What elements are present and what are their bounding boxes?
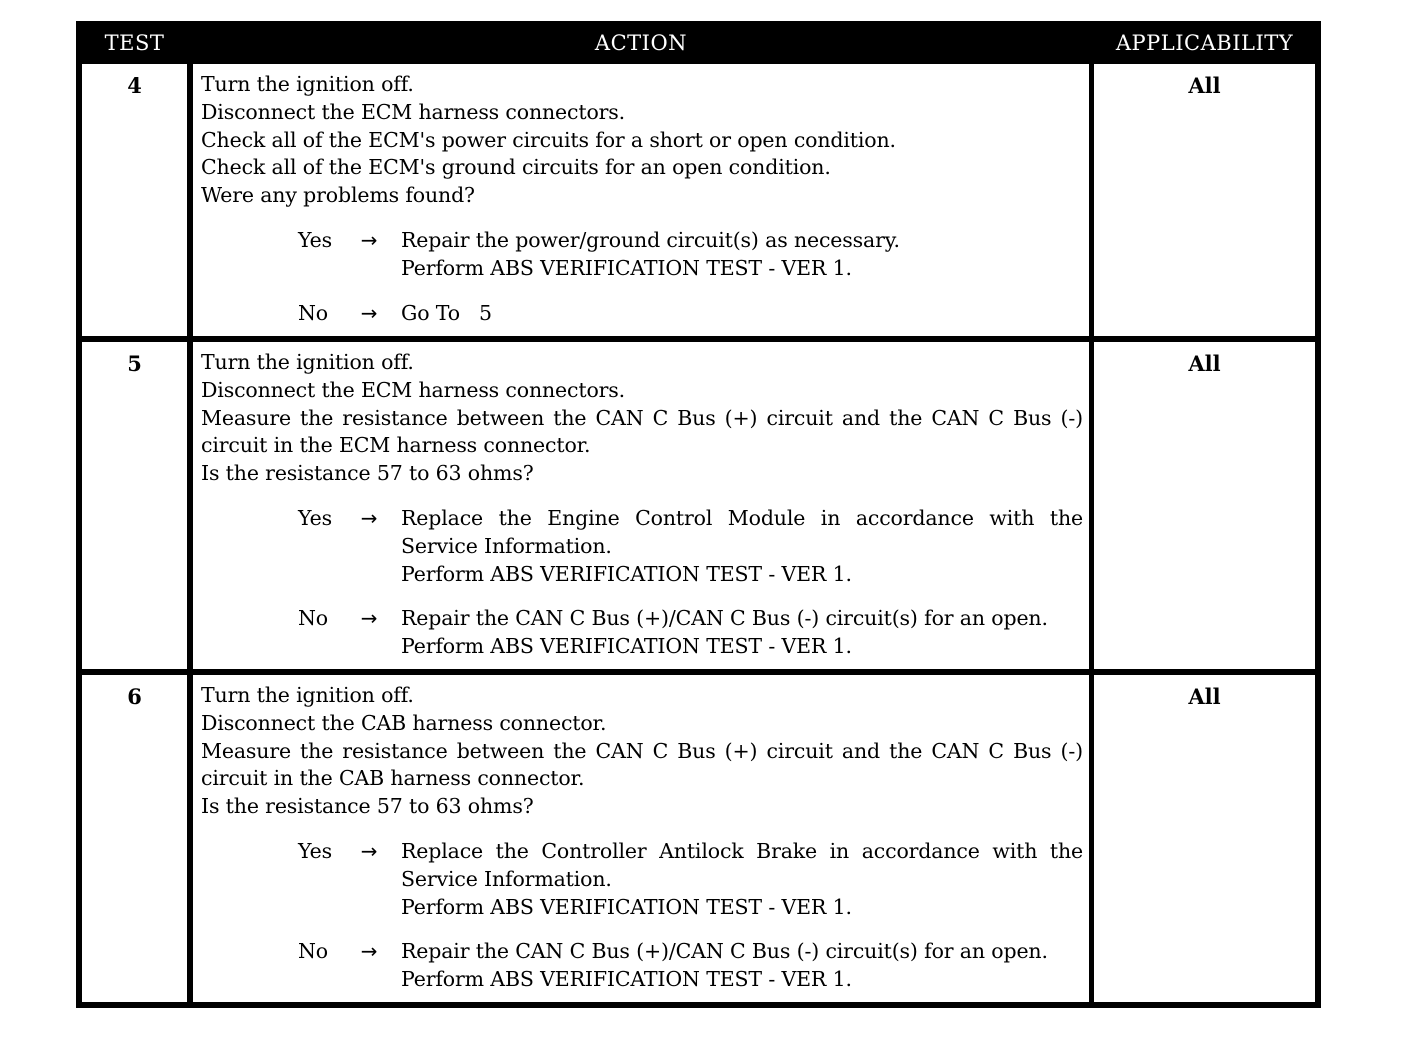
action-cell	[193, 342, 1089, 669]
header-applicability: APPLICABILITY	[1115, 31, 1294, 55]
action-step: Is the resistance 57 to 63 ohms?	[201, 794, 534, 819]
action-step: Disconnect the CAB harness connector.	[201, 710, 607, 735]
test-number-cell	[82, 342, 187, 669]
action-step: Were any problems found?	[201, 183, 475, 208]
header-action: ACTION	[594, 31, 688, 55]
right-arrow-icon: →	[360, 300, 378, 325]
outcome-text: Perform ABS VERIFICATION TEST - VER 1.	[401, 634, 852, 659]
no-outcome	[201, 938, 1083, 994]
applicability-cell	[1094, 342, 1315, 669]
applicability-cell	[1094, 64, 1315, 336]
outcome-text: Perform ABS VERIFICATION TEST - VER 1.	[401, 894, 852, 919]
header-test: TEST	[104, 31, 165, 55]
outcome-text: Repair the CAN C Bus (+)/CAN C Bus (-) circuit(s) for an open.	[401, 606, 1048, 631]
action-step: Disconnect the ECM harness connectors.	[201, 99, 626, 124]
yes-label: Yes	[298, 838, 332, 863]
table-row	[82, 342, 1315, 669]
yes-outcome	[201, 838, 1083, 921]
action-cell	[193, 64, 1089, 336]
yes-label: Yes	[298, 227, 332, 252]
yes-outcome	[201, 227, 1083, 283]
table-header	[82, 27, 1315, 59]
right-arrow-icon: →	[360, 227, 378, 252]
outcome-text: Perform ABS VERIFICATION TEST - VER 1.	[401, 561, 852, 586]
right-arrow-icon: →	[360, 606, 378, 631]
outcome-text: Replace the Engine Control Module in accordance with the Service Information.	[401, 505, 1083, 558]
test-number: 6	[127, 684, 142, 709]
action-step: Turn the ignition off.	[201, 350, 414, 374]
action-step: Measure the resistance between the CAN C Bus (+) circuit and the CAN C Bus (-) circuit in the ECM harness connector.	[201, 405, 1083, 458]
action-step: Turn the ignition off.	[201, 683, 414, 707]
action-step: Is the resistance 57 to 63 ohms?	[201, 461, 534, 486]
right-arrow-icon: →	[360, 505, 378, 530]
yes-outcome	[201, 505, 1083, 588]
action-step: Disconnect the ECM harness connectors.	[201, 377, 626, 402]
no-label: No	[298, 939, 328, 964]
applicability-value: All	[1188, 684, 1221, 709]
outcome-text: Go To 5	[401, 300, 492, 325]
outcome-text: Replace the Controller Antilock Brake in accordance with the Service Information.	[401, 838, 1083, 891]
action-step: Check all of the ECM's ground circuits for an open condition.	[201, 155, 831, 180]
action-step: Measure the resistance between the CAN C Bus (+) circuit and the CAN C Bus (-) circuit in the CAB harness connector.	[201, 738, 1083, 791]
applicability-value: All	[1188, 351, 1221, 376]
right-arrow-icon: →	[360, 939, 378, 964]
applicability-cell	[1094, 675, 1315, 1002]
test-number-cell	[82, 675, 187, 1002]
outcome-text: Repair the power/ground circuit(s) as necessary.	[401, 227, 900, 252]
no-label: No	[298, 300, 328, 325]
no-outcome	[201, 605, 1083, 661]
no-outcome	[201, 300, 1083, 328]
outcome-text: Perform ABS VERIFICATION TEST - VER 1.	[401, 255, 852, 280]
action-step: Turn the ignition off.	[201, 72, 414, 96]
test-number: 5	[127, 351, 142, 376]
outcome-text: Perform ABS VERIFICATION TEST - VER 1.	[401, 967, 852, 992]
applicability-value: All	[1188, 73, 1221, 98]
table-row	[82, 675, 1315, 1002]
no-label: No	[298, 606, 328, 631]
diagnostic-test-table	[76, 21, 1321, 1008]
action-step: Check all of the ECM's power circuits for a short or open condition.	[201, 127, 896, 152]
right-arrow-icon: →	[360, 838, 378, 863]
test-number: 4	[127, 73, 142, 98]
outcome-text: Repair the CAN C Bus (+)/CAN C Bus (-) circuit(s) for an open.	[401, 939, 1048, 964]
yes-label: Yes	[298, 505, 332, 530]
table-row	[82, 64, 1315, 336]
action-cell	[193, 675, 1089, 1002]
test-number-cell	[82, 64, 187, 336]
